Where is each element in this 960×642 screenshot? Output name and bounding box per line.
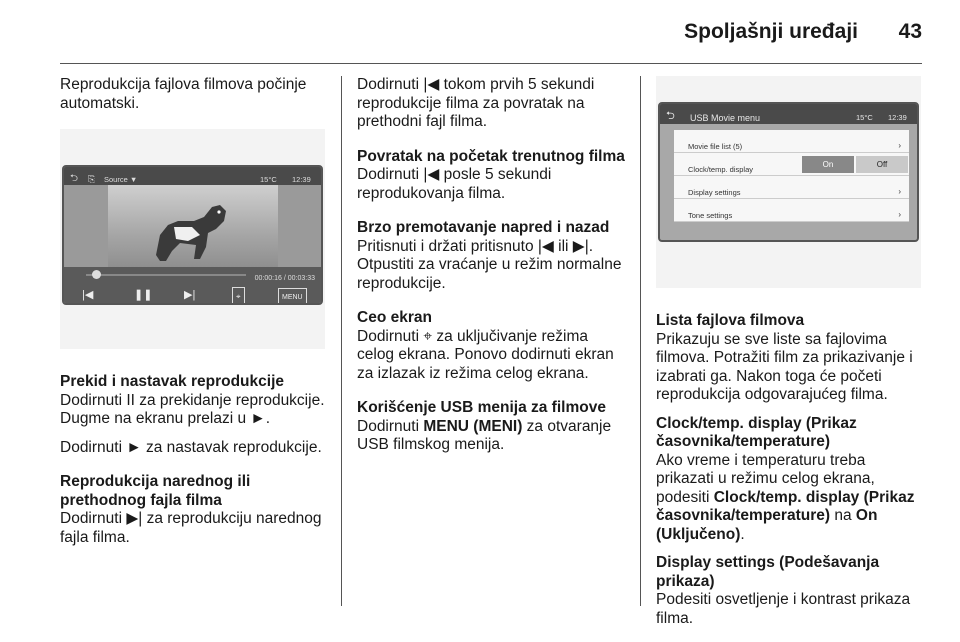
section-restart-title: Povratak na početak trenutnog filma xyxy=(357,147,625,165)
section-next-prev-title: Reprodukcija narednog ili prethodnog fajla filma xyxy=(60,473,251,509)
clock-readout: 12:39 xyxy=(292,175,311,184)
menu-item-tone-settings[interactable]: Tone settings › xyxy=(674,199,909,222)
section-file-list-title: Lista fajlova filmova xyxy=(656,312,805,329)
player-status-bar xyxy=(64,167,321,185)
prev-track-icon[interactable]: |◀ xyxy=(82,289,94,301)
usb-menu-screen xyxy=(658,102,919,242)
source-label: Source ▼ xyxy=(104,175,138,184)
column-1 xyxy=(60,76,328,557)
menu-item-clock-temp-display[interactable]: Clock/temp. display On Off xyxy=(674,153,909,176)
back-arrow-icon[interactable]: ⮌ xyxy=(666,110,675,122)
menu-list xyxy=(674,130,909,222)
dog-photo xyxy=(108,185,278,270)
intro-text: Reprodukcija fajlova filmova počinje automatski. xyxy=(60,76,307,112)
on-toggle-button[interactable]: On xyxy=(802,156,854,173)
section-fullscreen-text: Dodirnuti ⌖ za uključivanje režima celog ekrana. Ponovo dodirnuti ekran za izlazak iz režima celog ekrana. xyxy=(357,327,614,382)
chevron-right-icon: › xyxy=(898,187,901,196)
header-divider xyxy=(60,63,922,64)
temperature-readout: 15°C xyxy=(856,113,873,122)
page-number: 43 xyxy=(898,20,922,43)
section-clock-temp-title: Clock/temp. display (Prikaz časovnika/temperature) xyxy=(656,414,857,450)
column-3 xyxy=(656,76,926,638)
section-seek-text: Pritisnuti i držati pritisnuto |◀ ili ▶|. Otpustiti za vraćanje u režim normalne reprodukcije. xyxy=(357,237,622,292)
usb-icon: ⎘ xyxy=(88,174,96,184)
section-restart-text: Dodirnuti |◀ posle 5 sekundi reprodukovanja filma. xyxy=(357,166,552,202)
movie-player-illustration xyxy=(60,129,325,349)
chevron-right-icon: › xyxy=(898,210,901,219)
seek-bar[interactable] xyxy=(86,274,246,276)
section-clock-temp-text: Ako vreme i temperaturu treba prikazati u režimu celog ekrana, podesiti Clock/temp. display (Prikaz časovnika/temperature) na On (Uključeno). xyxy=(656,451,915,543)
menu-item-display-settings[interactable]: Display settings › xyxy=(674,176,909,199)
movie-player-screen xyxy=(62,165,323,305)
chevron-right-icon: › xyxy=(898,141,901,150)
page-header xyxy=(60,18,922,58)
clock-readout: 12:39 xyxy=(888,113,907,122)
section-file-list-text: Prikazuju se sve liste sa fajlovima filmova. Potražiti film za prikazivanje i izabrati ga. Nakon toga će početi reprodukcija odgovarajućeg filma. xyxy=(656,330,913,403)
menu-title: USB Movie menu xyxy=(690,113,761,123)
back-arrow-icon: ⮌ xyxy=(70,173,79,184)
playback-time: 00:00:16 / 00:03:33 xyxy=(254,275,315,282)
section-fullscreen-title: Ceo ekran xyxy=(357,309,432,326)
section-display-settings-title: Display settings (Podešavanja prikaza) xyxy=(656,554,880,590)
section-usb-menu-title: Korišćenje USB menija za filmove xyxy=(357,399,606,416)
fullscreen-icon[interactable]: ⌖ xyxy=(232,287,245,305)
off-toggle-button[interactable]: Off xyxy=(856,156,908,173)
seek-handle[interactable] xyxy=(92,270,101,279)
usb-menu-illustration xyxy=(656,76,921,288)
menu-item-movie-file-list[interactable]: Movie file list (5) › xyxy=(674,130,909,153)
section-display-settings-text: Podesiti osvetljenje i kontrast prikaza filma. xyxy=(656,591,911,627)
section-pause-resume-title: Prekid i nastavak reprodukcije xyxy=(60,373,284,390)
column-2 xyxy=(357,76,629,465)
dog-silhouette xyxy=(108,185,278,270)
section-previous-text: Dodirnuti |◀ tokom prvih 5 sekundi reprodukcije filma za povratak na prethodni fajl filma. xyxy=(357,76,595,130)
pause-icon[interactable]: ❚❚ xyxy=(134,289,153,301)
section-seek-title: Brzo premotavanje napred i nazad xyxy=(357,219,610,236)
menu-button[interactable]: MENU xyxy=(278,288,307,305)
section-usb-menu-text: Dodirnuti MENU (MENI) za otvaranje USB filmskog menija. xyxy=(357,417,612,453)
section-resume-text: Dodirnuti ► za nastavak reprodukcije. xyxy=(60,438,322,456)
temperature-readout: 15°C xyxy=(260,175,277,184)
menu-status-bar xyxy=(660,104,917,124)
column-divider-2 xyxy=(640,76,641,606)
column-divider-1 xyxy=(341,76,342,606)
section-next-text: Dodirnuti ▶| za reprodukciju narednog fajla filma. xyxy=(60,510,322,546)
page-title: Spoljašnji uređaji xyxy=(684,20,858,43)
player-controls-bar xyxy=(64,267,321,303)
next-track-icon[interactable]: ▶| xyxy=(184,289,196,301)
section-pause-text: Dodirnuti II za prekidanje reprodukcije. Dugme na ekranu prelazi u ►. xyxy=(60,391,325,427)
